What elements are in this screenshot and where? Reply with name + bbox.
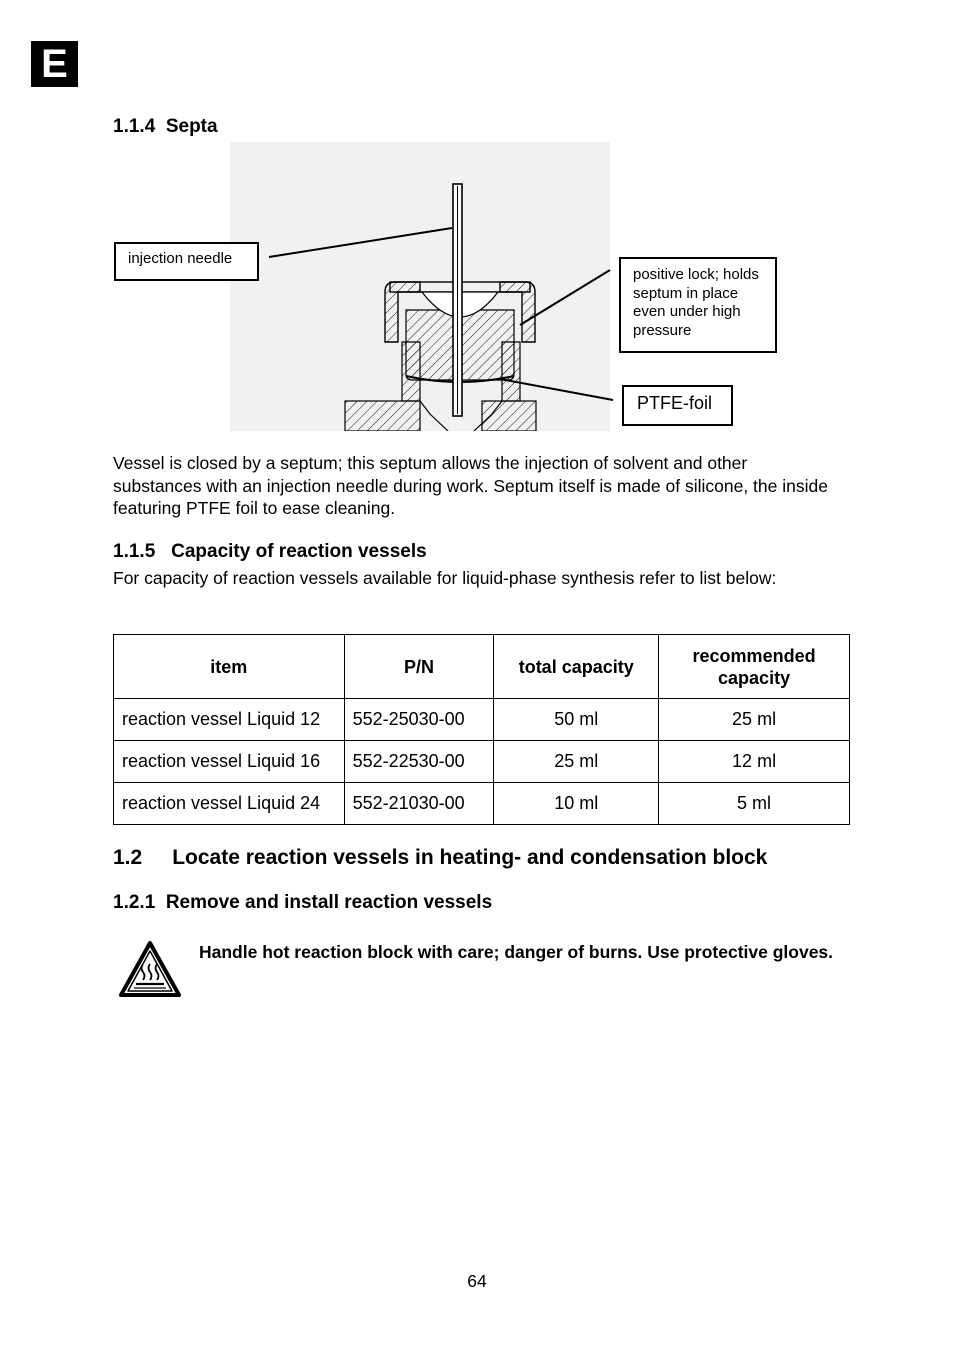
column-header-item: item (114, 635, 345, 699)
callout-positive-lock (619, 257, 777, 353)
column-header-pn: P/N (344, 635, 494, 699)
cell-item: reaction vessel Liquid 12 (114, 699, 345, 741)
section-heading-capacity (113, 541, 427, 563)
cell-total-capacity: 25 ml (494, 741, 659, 783)
callout-label: injection needle (128, 250, 233, 267)
cell-pn: 552-25030-00 (344, 699, 494, 741)
section-number: 1.2.1 (113, 892, 156, 913)
table-header-row (114, 635, 850, 699)
cell-pn: 552-21030-00 (344, 783, 494, 825)
septum-cross-section-drawing (230, 142, 610, 431)
cell-total-capacity: 10 ml (494, 783, 659, 825)
section-title: Remove and install reaction vessels (165, 892, 493, 913)
septum-diagram (230, 142, 610, 431)
section-heading-locate-vessels (113, 846, 767, 870)
column-header-recommended-capacity: recommended capacity (659, 635, 850, 699)
language-tab: E (31, 41, 78, 87)
section-title: Capacity of reaction vessels (171, 541, 427, 562)
capacity-table (113, 634, 850, 825)
section-heading-septa (113, 116, 218, 138)
section-heading-remove-install (113, 892, 492, 914)
cell-item: reaction vessel Liquid 16 (114, 741, 345, 783)
cell-recommended-capacity: 12 ml (659, 741, 850, 783)
warning-text: Handle hot reaction block with care; danger of burns. Use protective gloves. (199, 942, 834, 962)
callout-label: PTFE-foil (637, 393, 713, 413)
cell-total-capacity: 50 ml (494, 699, 659, 741)
cell-item: reaction vessel Liquid 24 (114, 783, 345, 825)
cell-recommended-capacity: 5 ml (659, 783, 850, 825)
hot-surface-warning-icon (118, 940, 182, 1003)
section-title: Septa (165, 116, 218, 137)
callout-label: positive lock; holds septum in place even under high pressure (633, 266, 759, 339)
section-number: 1.2 (113, 846, 143, 869)
table-row (114, 741, 850, 783)
callout-injection-needle (114, 242, 259, 281)
cell-pn: 552-22530-00 (344, 741, 494, 783)
table-row (114, 783, 850, 825)
cell-recommended-capacity: 25 ml (659, 699, 850, 741)
section-number: 1.1.4 (113, 116, 156, 137)
capacity-intro: For capacity of reaction vessels available for liquid-phase synthesis refer to list below: (113, 568, 777, 588)
septum-description: Vessel is closed by a septum; this septum allows the injection of solvent and other substances with an injection needle during work. Septum itself is made of silicone, the inside featuring PTFE foil to ease cleaning. (113, 453, 828, 518)
section-title: Locate reaction vessels in heating- and condensation block (172, 846, 768, 869)
section-number: 1.1.5 (113, 541, 156, 562)
page-number: 64 (467, 1271, 487, 1291)
callout-ptfe-foil (622, 385, 733, 426)
column-header-total-capacity: total capacity (494, 635, 659, 699)
table-row (114, 699, 850, 741)
